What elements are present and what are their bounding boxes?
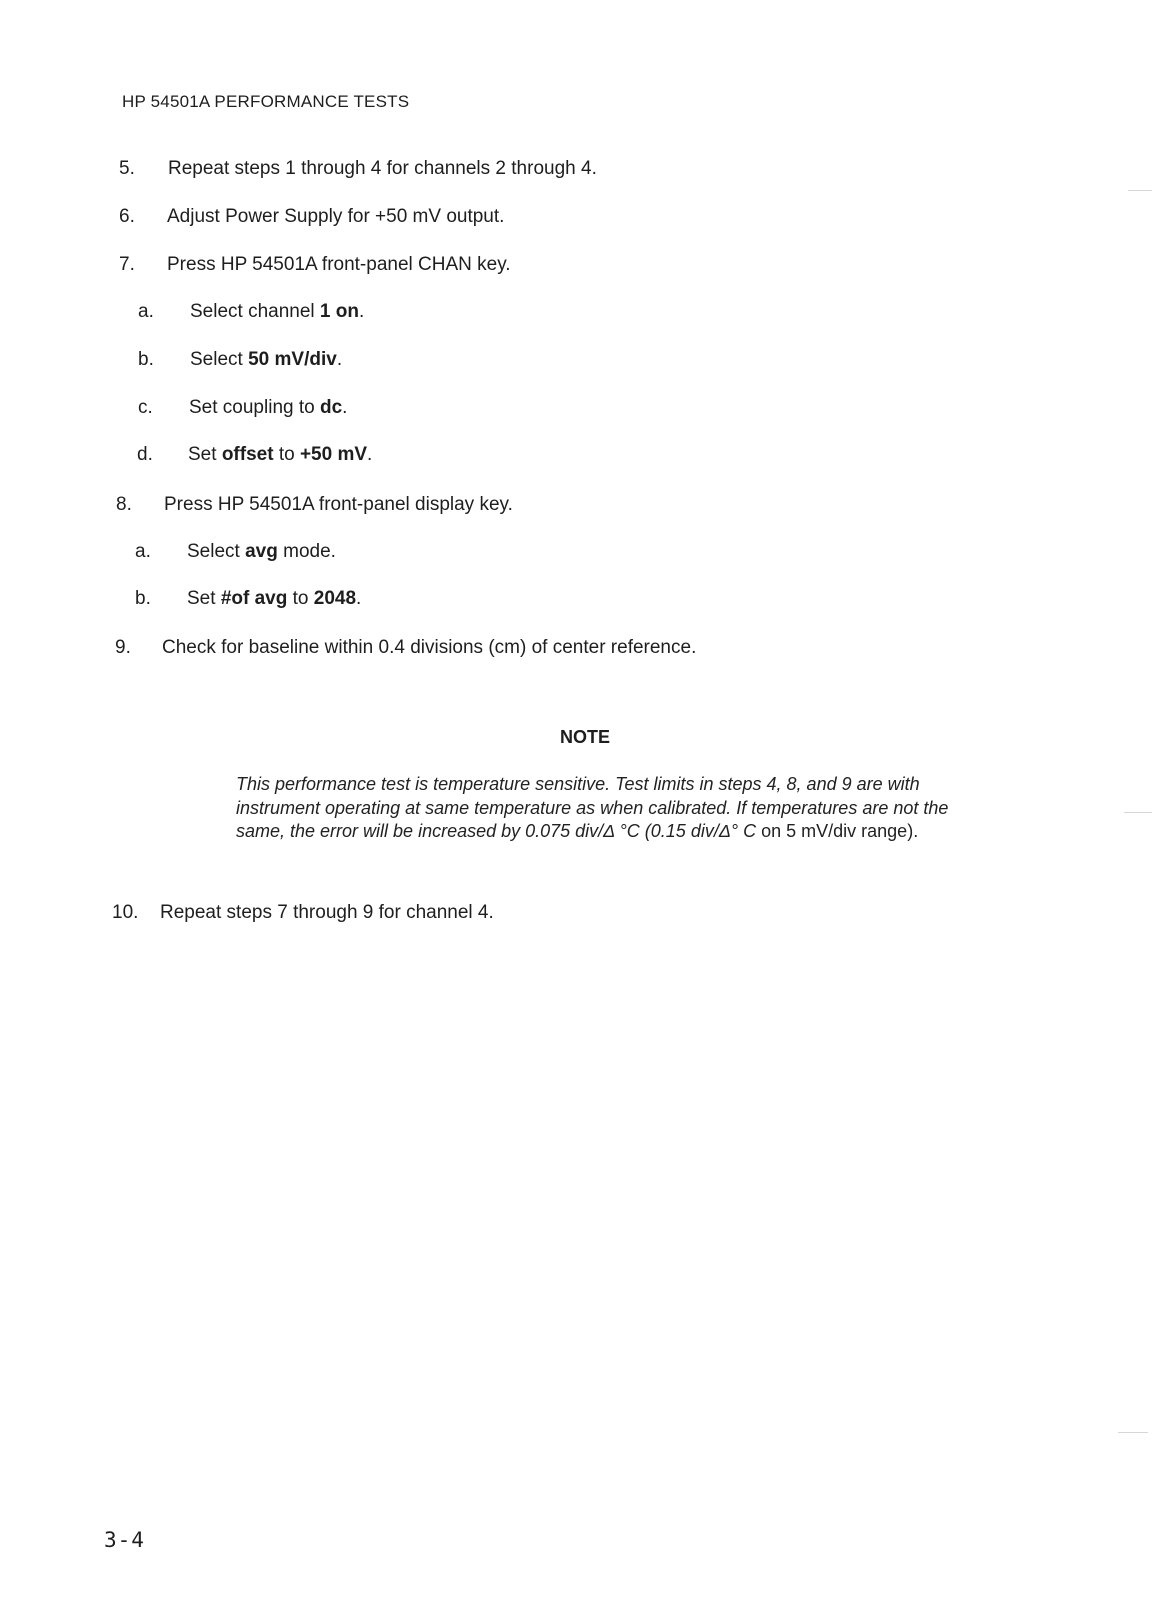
text-run: Select <box>187 541 246 562</box>
step-text <box>187 588 361 610</box>
text-run: to <box>287 588 314 609</box>
step-text: Adjust Power Supply for +50 mV output. <box>167 206 505 227</box>
step-text: Repeat steps 1 through 4 for channels 2 through 4. <box>168 158 597 179</box>
emphasis-run: 50 mV/div <box>248 349 337 370</box>
text-run: . <box>336 349 343 370</box>
text-run: Set <box>188 444 222 465</box>
substep-letter: c. <box>138 397 153 418</box>
scan-mark <box>1118 1432 1148 1433</box>
text-run: Select <box>190 349 249 370</box>
step-number: 8. <box>116 494 132 515</box>
substep-letter: a. <box>138 301 154 322</box>
emphasis-run: dc <box>319 397 343 418</box>
text-run: mode. <box>277 541 336 562</box>
substep-letter: b. <box>138 349 154 370</box>
step-number: 6. <box>119 206 135 227</box>
step-text: Repeat steps 7 through 9 for channel 4. <box>160 902 494 923</box>
step-text: Check for baseline within 0.4 divisions (cm) of center reference. <box>162 637 697 658</box>
page-header: HP 54501A PERFORMANCE TESTS <box>122 92 410 111</box>
step-text <box>189 397 347 419</box>
page-number: 3-4 <box>104 1528 145 1552</box>
note-italic-text: This performance test is temperature sensitive. Test limits in steps 4, 8, and 9 are with instrument operating at same temperature as when calibrated. If temperatures are not the same, the error will be increased by 0.075 div/Δ °C (0.15 div/Δ° C <box>236 774 949 841</box>
emphasis-run: #of avg <box>220 588 288 609</box>
note-upright-text: on 5 mV/div range). <box>756 821 919 841</box>
step-number: 5. <box>119 158 135 179</box>
emphasis-run: offset <box>221 444 274 465</box>
step-text <box>190 301 364 323</box>
substep-letter: d. <box>137 444 153 465</box>
text-run: . <box>342 397 348 418</box>
text-run: . <box>356 588 362 609</box>
text-run: . <box>358 301 365 322</box>
text-run: to <box>273 444 300 465</box>
emphasis-run: +50 mV <box>299 444 368 465</box>
emphasis-run: avg <box>245 541 278 562</box>
note-title: NOTE <box>560 727 611 747</box>
emphasis-run: 2048 <box>313 588 357 609</box>
emphasis-run: 1 on <box>319 301 359 322</box>
text-run: . <box>367 444 373 465</box>
step-number: 9. <box>115 637 131 658</box>
scan-mark <box>1128 190 1152 191</box>
step-text: Press HP 54501A front-panel display key. <box>164 494 513 515</box>
text-run: Select channel <box>190 301 320 322</box>
substep-letter: a. <box>135 541 151 562</box>
note-body <box>236 773 956 844</box>
step-text <box>187 541 336 563</box>
substep-letter: b. <box>135 588 151 609</box>
scan-mark <box>1124 812 1152 813</box>
step-text: Press HP 54501A front-panel CHAN key. <box>167 254 511 275</box>
step-number: 10. <box>112 902 139 923</box>
step-text <box>188 444 372 466</box>
text-run: Set coupling to <box>189 397 320 418</box>
step-text <box>190 349 342 371</box>
step-number: 7. <box>119 254 135 275</box>
text-run: Set <box>187 588 221 609</box>
